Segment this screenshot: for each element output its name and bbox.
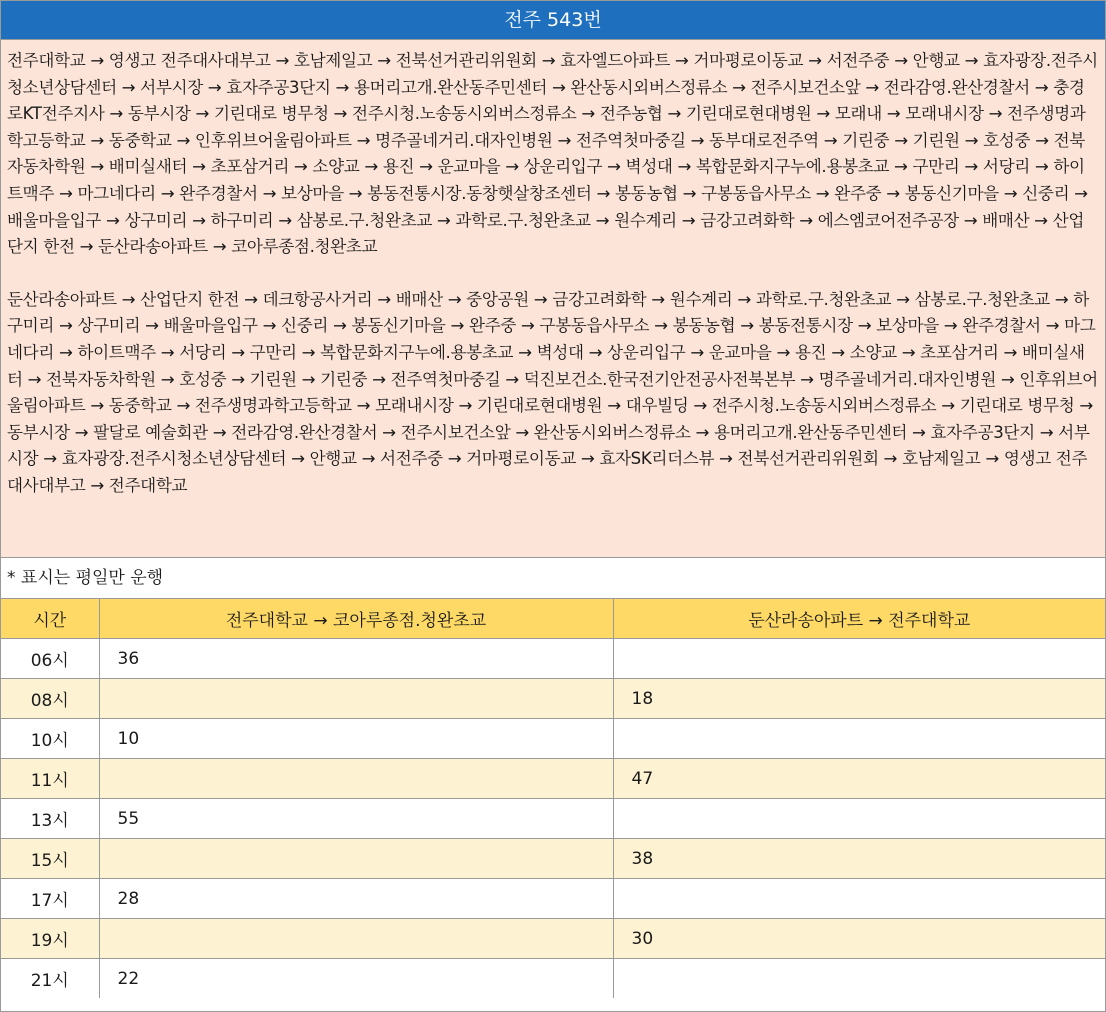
route-inbound: 둔산라송아파트 → 산업단지 한전 → 데크항공사거리 → 배매산 → 중앙공원 → 금강고려화학 → 원수계리 → 과학로.구.청완초교 → 삼봉로.구.청완초교 → 하구미리 → 상구미리 → 배울마을입구 → 신중리 → 봉동신기마을 → 완주중 → 구봉동읍사무소 → 봉동농협 → 봉동전통시장 → 보상마을 → 완주경찰서 → 마그네다리 → 하이트맥주 → 서당리 → 구만리 → 복합문화지구누에.용봉초교 → 벽성대 → 상운리입구 → 운교마을 → 용진 → 소양교 → 초포삼거리 → 배미실새터 → 전북자동차학원 → 호성중 → 기린원 → 기린중 → 전주역첫마중길 → 덕진보건소.한국전기안전공사전북본부 → 명주골네거리.대자인병원 → 인후위브어울림아파트 → 동중학교 → 전주생명과학고등학교 → 모래내시장 → 기린대로현대병원 → 대우빌딩 → 전주시청.노송동시외버스정류소 → 기린대로 병무청 → 동부시장 → 팔달로 예술회관 → 전라감영.완산경찰서 → 전주시보건소앞 → 완산동시외버스정류소 → 용머리고개.완산동주민센터 → 효자주공3단지 → 서부시장 → 효자광장.전주시청소년상담센터 → 안행교 → 서전주중 → 거마평로이동교 → 효자SK리더스뷰 → 전북선거관리위원회 → 호남제일고 → 영생고 전주대사대부고 → 전주대학교 — [7, 289, 1098, 495]
table-row — [1, 959, 1105, 999]
hour-cell: 08시 — [1, 679, 99, 719]
direction-2-cell — [613, 799, 1105, 839]
route-outbound: 전주대학교 → 영생고 전주대사대부고 → 호남제일고 → 전북선거관리위원회 → 효자엘드아파트 → 거마평로이동교 → 서전주중 → 안행교 → 효자광장.전주시청소년상담센터 → 서부시장 → 효자주공3단지 → 용머리고개.완산동주민센터 → 완산동시외버스정류소 → 전주시보건소앞 → 전라감영.완산경찰서 → 충경로KT전주지사 → 동부시장 → 기린대로 병무청 → 전주시청.노송동시외버스정류소 → 전주농협 → 기린대로현대병원 → 모래내 → 모래내시장 → 전주생명과학고등학교 → 동중학교 → 인후위브어울림아파트 → 명주골네거리.대자인병원 → 전주역첫마중길 → 동부대로전주역 → 기린중 → 기린원 → 호성중 → 전북자동차학원 → 배미실새터 → 초포삼거리 → 소양교 → 용진 → 운교마을 → 상운리입구 → 벽성대 → 복합문화지구누에.용봉초교 → 구만리 → 서당리 → 하이트맥주 → 마그네다리 → 완주경찰서 → 보상마을 → 봉동전통시장.동창햇살창조센터 → 봉동농협 → 구봉동읍사무소 → 완주중 → 봉동신기마을 → 신중리 → 배울마을입구 → 상구미리 → 하구미리 → 삼봉로.구.청완초교 → 과학로.구.청완초교 → 원수계리 → 금강고려화학 → 에스엠코어전주공장 → 배매산 → 산업단지 한전 → 둔산라송아파트 → 코아루종점.청완초교 — [7, 51, 1098, 257]
header-direction-2: 둔산라송아파트 → 전주대학교 — [613, 599, 1105, 639]
table-row — [1, 679, 1105, 719]
timetable-header-row — [1, 599, 1105, 639]
direction-2-cell: 38 — [613, 839, 1105, 879]
table-row — [1, 919, 1105, 959]
direction-1-cell: 55 — [99, 799, 613, 839]
timetable — [1, 599, 1105, 998]
hour-cell: 13시 — [1, 799, 99, 839]
direction-1-cell: 36 — [99, 639, 613, 679]
hour-cell: 06시 — [1, 639, 99, 679]
route-description — [1, 40, 1105, 558]
direction-1-cell — [99, 759, 613, 799]
direction-2-cell: 18 — [613, 679, 1105, 719]
table-row — [1, 759, 1105, 799]
direction-1-cell — [99, 679, 613, 719]
header-direction-1: 전주대학교 → 코아루종점.청완초교 — [99, 599, 613, 639]
direction-2-cell — [613, 719, 1105, 759]
table-row — [1, 839, 1105, 879]
header-hour: 시간 — [1, 599, 99, 639]
direction-2-cell — [613, 959, 1105, 999]
table-row — [1, 639, 1105, 679]
direction-1-cell — [99, 919, 613, 959]
hour-cell: 17시 — [1, 879, 99, 919]
hour-cell: 15시 — [1, 839, 99, 879]
hour-cell: 11시 — [1, 759, 99, 799]
table-row — [1, 799, 1105, 839]
hour-cell: 19시 — [1, 919, 99, 959]
hour-cell: 21시 — [1, 959, 99, 999]
direction-2-cell: 47 — [613, 759, 1105, 799]
table-row — [1, 719, 1105, 759]
direction-1-cell — [99, 839, 613, 879]
page-title: 전주 543번 — [1, 1, 1105, 40]
direction-2-cell: 30 — [613, 919, 1105, 959]
hour-cell: 10시 — [1, 719, 99, 759]
direction-2-cell — [613, 879, 1105, 919]
direction-1-cell: 28 — [99, 879, 613, 919]
weekday-note: * 표시는 평일만 운행 — [1, 558, 1105, 599]
direction-1-cell: 10 — [99, 719, 613, 759]
table-row — [1, 879, 1105, 919]
direction-1-cell: 22 — [99, 959, 613, 999]
direction-2-cell — [613, 639, 1105, 679]
